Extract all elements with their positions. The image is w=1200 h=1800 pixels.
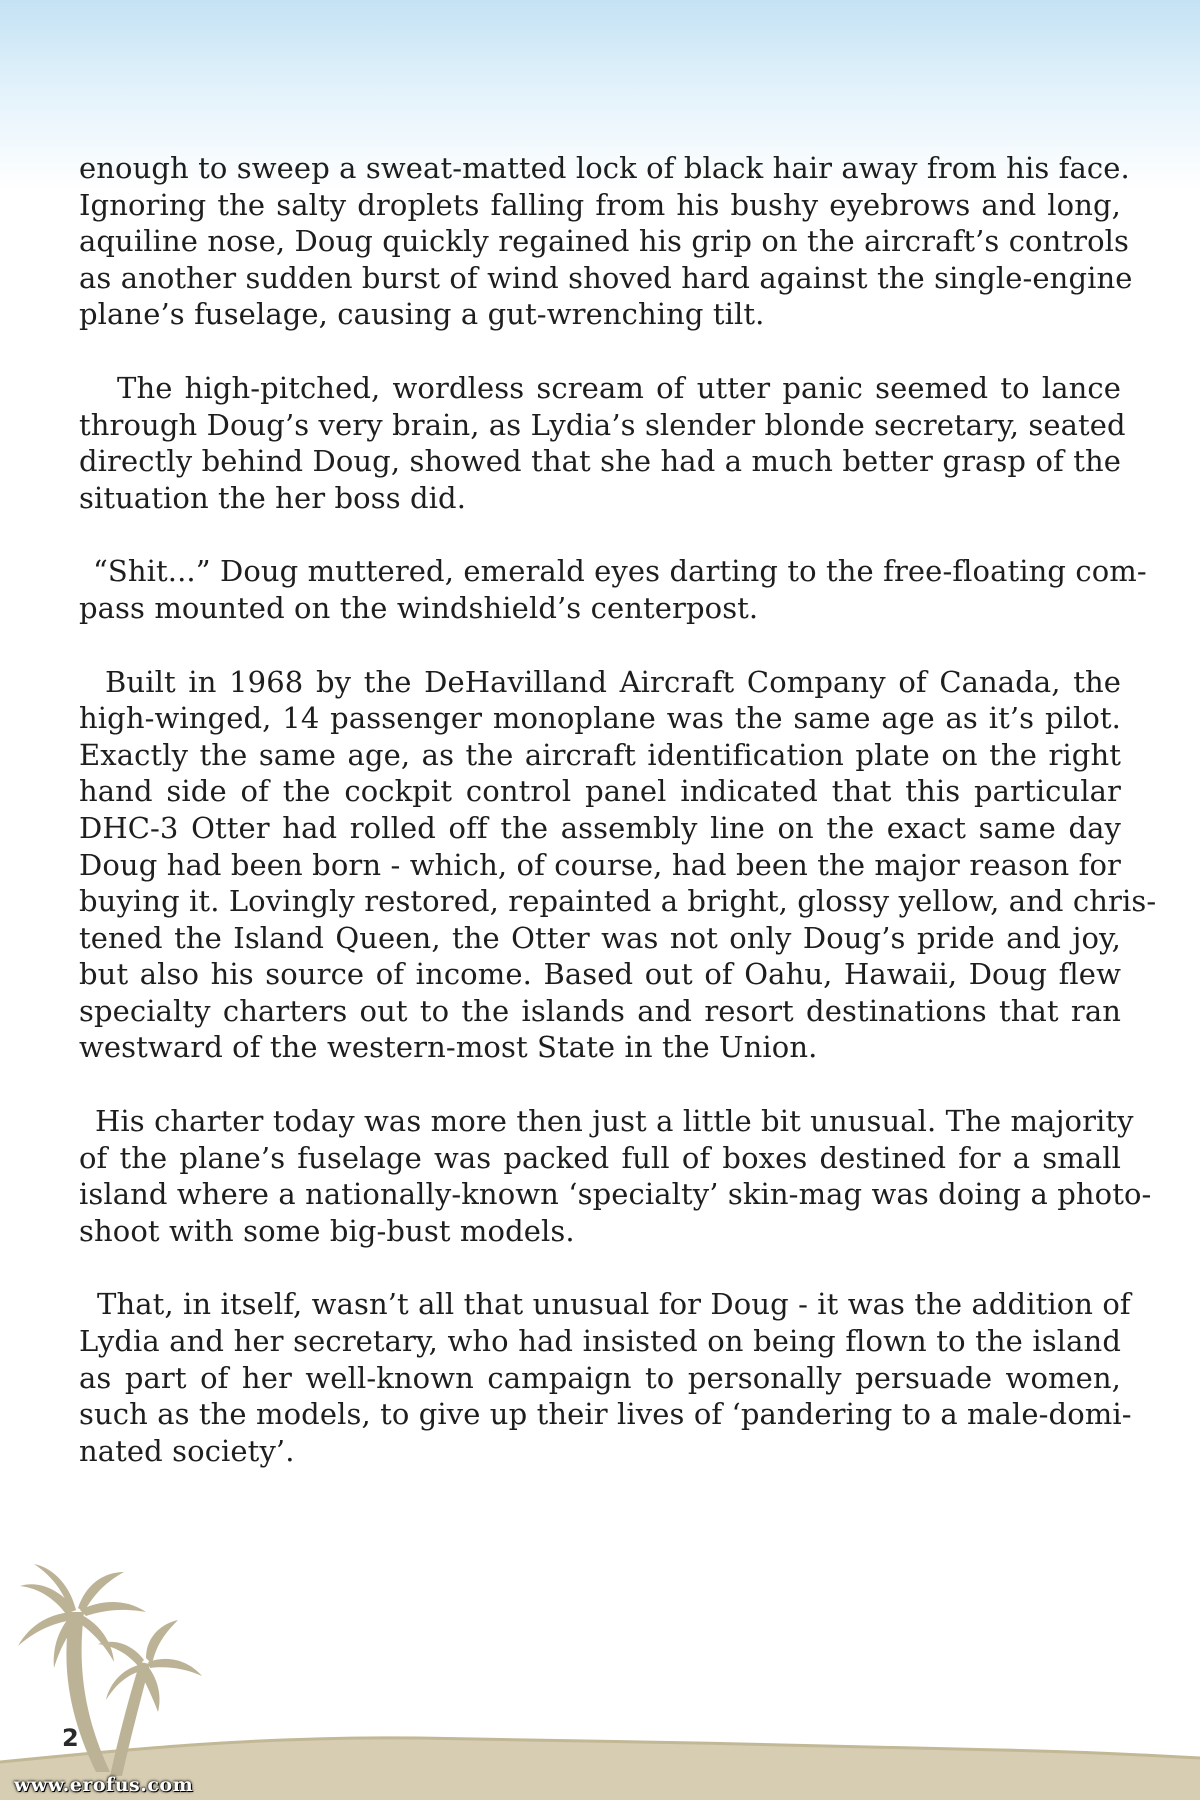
text-line: westward of the western-most State in the Union. (79, 1030, 818, 1065)
text-line: pass mounted on the windshield’s centerpost. (79, 590, 759, 625)
text-line: That, in itself, wasn’t all that unusual for Doug - it was the addition of (97, 1287, 1131, 1322)
text-line: situation the her boss did. (79, 480, 467, 515)
story-text (79, 150, 1157, 1506)
text-line: His charter today was more then just a little bit unusual. The majority (95, 1104, 1134, 1139)
paragraph-3 (79, 553, 1147, 626)
beach-palm-decoration (0, 1550, 1200, 1800)
text-line: plane’s fuselage, causing a gut-wrenching tilt. (79, 297, 765, 332)
paragraph-4 (79, 664, 1157, 1067)
text-line: The high-pitched, wordless scream of utter panic seemed to lance (117, 370, 1121, 405)
text-line: such as the models, to give up their lives of ‘pandering to a male-domi- (79, 1397, 1132, 1432)
text-line: buying it. Lovingly restored, repainted a bright, glossy yellow, and chris- (79, 884, 1157, 919)
text-line: high-winged, 14 passenger monoplane was the same age as it’s pilot. (79, 701, 1121, 736)
text-line: Doug had been born - which, of course, had been the major reason for (79, 847, 1121, 882)
page-number: 2 (62, 1724, 79, 1752)
text-line: nated society’. (79, 1433, 295, 1468)
text-line: of the plane’s fuselage was packed full of boxes destined for a small (79, 1140, 1121, 1175)
text-line: island where a nationally-known ‘specialty’ skin-mag was doing a photo- (79, 1177, 1152, 1212)
text-line: shoot with some big-bust models. (79, 1213, 575, 1248)
text-line: as another sudden burst of wind shoved hard against the single-engine (79, 260, 1133, 295)
paragraph-5 (79, 1103, 1152, 1249)
paragraph-2 (79, 370, 1126, 516)
text-line: Built in 1968 by the DeHavilland Aircraft Company of Canada, the (105, 664, 1121, 699)
text-line: aquiline nose, Doug quickly regained his grip on the aircraft’s controls (79, 224, 1130, 259)
text-line: hand side of the cockpit control panel indicated that this particular (79, 774, 1121, 809)
text-line: directly behind Doug, showed that she had a much better grasp of the (79, 444, 1121, 479)
text-line: enough to sweep a sweat-matted lock of black hair away from his face. (79, 151, 1130, 185)
text-line: Lydia and her secretary, who had insisted on being flown to the island (79, 1324, 1121, 1359)
text-line: through Doug’s very brain, as Lydia’s slender blonde secretary, seated (79, 407, 1126, 442)
text-line: as part of her well-known campaign to personally persuade women, (79, 1360, 1121, 1395)
text-line: specialty charters out to the islands and resort destinations that ran (79, 993, 1121, 1028)
text-line: Exactly the same age, as the aircraft identification plate on the right (79, 737, 1121, 772)
text-line: DHC-3 Otter had rolled off the assembly line on the exact same day (79, 810, 1121, 845)
text-line: tened the Island Queen, the Otter was not only Doug’s pride and joy, (79, 920, 1121, 955)
paragraph-6 (79, 1286, 1132, 1469)
paragraph-1 (79, 150, 1133, 333)
palm-fronds-small (98, 1620, 202, 1712)
text-line: “Shit...” Doug muttered, emerald eyes darting to the free-floating com- (93, 554, 1147, 589)
watermark-text: www.erofus.com (14, 1774, 194, 1796)
text-line: but also his source of income. Based out of Oahu, Hawaii, Doug flew (79, 957, 1121, 992)
text-line: Ignoring the salty droplets falling from his bushy eyebrows and long, (79, 187, 1121, 222)
